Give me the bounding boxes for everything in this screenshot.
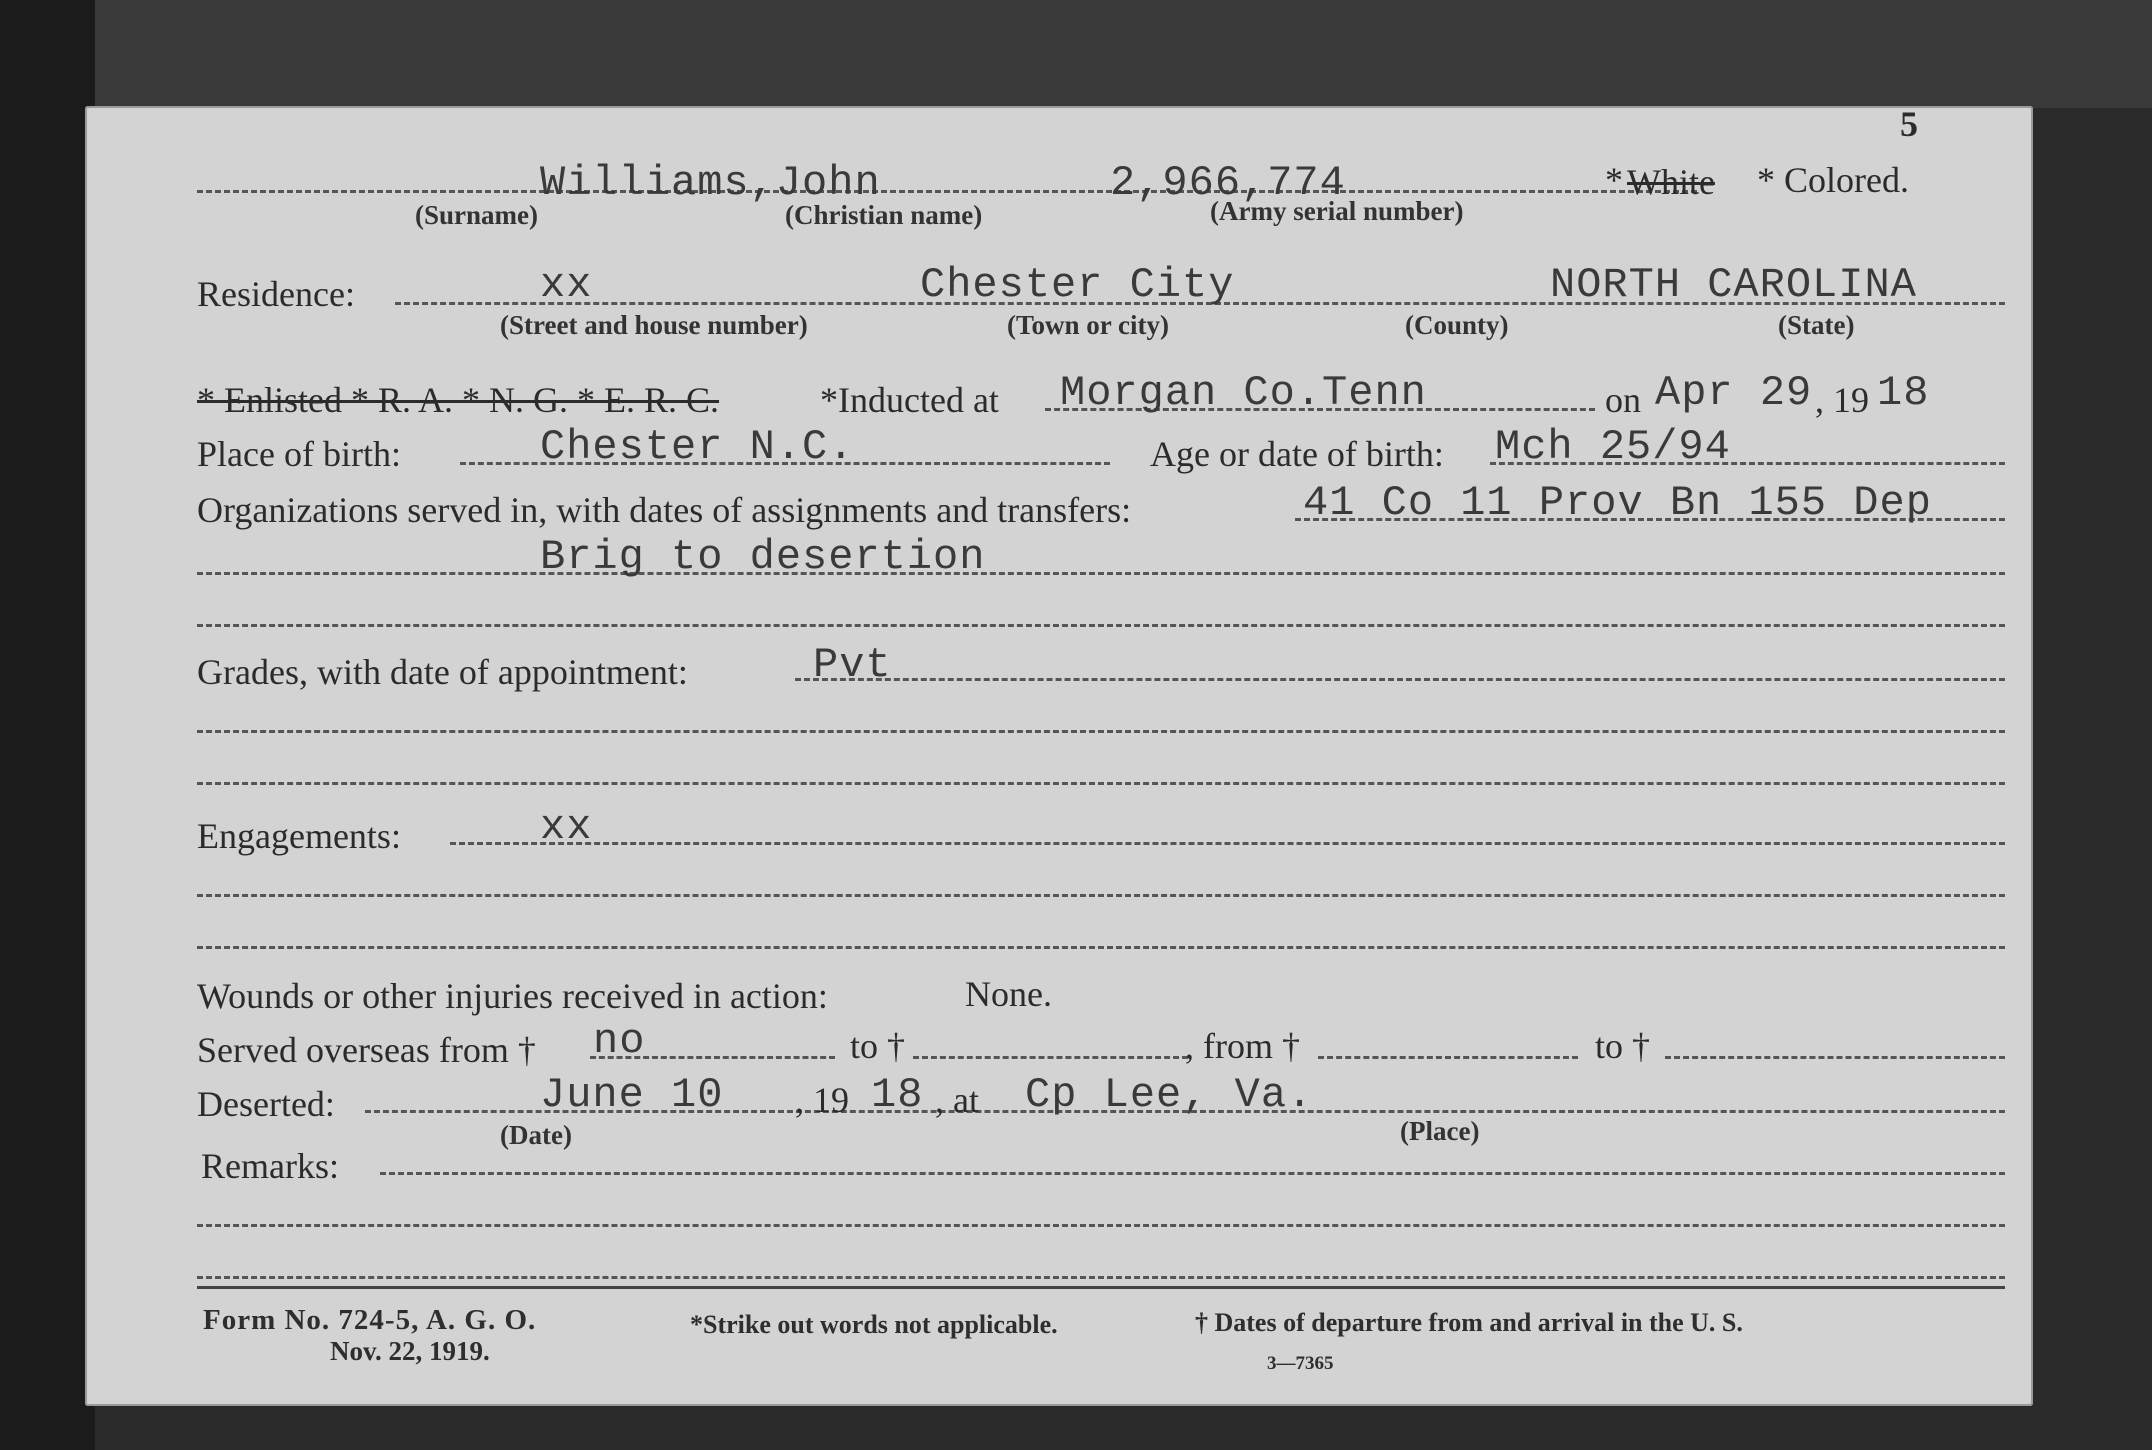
organizations-value-2: Brig to desertion <box>540 533 986 581</box>
surname-caption: (Surname) <box>415 200 538 230</box>
overseas-from2-line <box>1318 1056 1578 1059</box>
grades-label: Grades, with date of appointment: <box>197 652 688 692</box>
remarks-line-1 <box>380 1172 2005 1175</box>
page-number: 5 <box>1900 104 1918 144</box>
dates-note: † Dates of departure from and arrival in the U. S. <box>1195 1308 1743 1337</box>
form-number: Form No. 724-5, A. G. O. <box>203 1304 537 1336</box>
overseas-to-line <box>913 1056 1188 1059</box>
engagements-value: xx <box>540 803 593 851</box>
race-white-struck: White <box>1627 162 1715 202</box>
footer-rule <box>197 1286 2005 1289</box>
inducted-label: *Inducted at <box>820 380 999 420</box>
served-overseas-label: Served overseas from † <box>197 1030 536 1070</box>
race-star: * <box>1605 160 1623 200</box>
grades-value: Pvt <box>813 641 892 689</box>
deserted-year-prefix: , 19 <box>795 1080 849 1120</box>
county-caption: (County) <box>1405 310 1509 340</box>
overseas-to2-label: to † <box>1595 1026 1651 1066</box>
service-record-card <box>85 106 2033 1406</box>
town-caption: (Town or city) <box>1007 310 1169 340</box>
deserted-place-value: Cp Lee, Va. <box>1025 1071 1314 1119</box>
name-line <box>197 190 1697 193</box>
age-label: Age or date of birth: <box>1150 434 1444 474</box>
overseas-from-value: no <box>593 1017 646 1065</box>
engagements-label: Engagements: <box>197 816 401 856</box>
residence-state-value: NORTH CAROLINA <box>1550 261 1917 309</box>
grades-line-3 <box>197 782 2005 785</box>
christian-name-caption: (Christian name) <box>785 200 983 230</box>
remarks-label: Remarks: <box>201 1146 339 1186</box>
form-date: Nov. 22, 1919. <box>330 1336 490 1366</box>
organizations-line-3 <box>197 624 2005 627</box>
organizations-label: Organizations served in, with dates of assignments and transfers: <box>197 490 1132 530</box>
deserted-at-label: , at <box>935 1080 979 1120</box>
deserted-date-caption: (Date) <box>500 1120 572 1150</box>
overseas-to-label: to † <box>850 1026 906 1066</box>
deserted-label: Deserted: <box>197 1084 335 1124</box>
organizations-line-2 <box>197 572 2005 575</box>
serial-caption: (Army serial number) <box>1210 196 1464 226</box>
grades-line-1 <box>795 678 2005 681</box>
organizations-value-1: 41 Co 11 Prov Bn 155 Dep <box>1303 479 1932 527</box>
wounds-label: Wounds or other injuries received in action: <box>197 976 828 1016</box>
remarks-line-3 <box>197 1276 2005 1279</box>
deserted-place-caption: (Place) <box>1400 1116 1480 1146</box>
engagements-line-3 <box>197 946 2005 949</box>
wounds-value: None. <box>965 974 1052 1014</box>
deserted-date-value: June 10 <box>540 1071 724 1119</box>
street-caption: (Street and house number) <box>500 310 808 340</box>
residence-town-value: Chester City <box>920 261 1235 309</box>
enlisted-options-struck: * Enlisted * R. A. * N. G. * E. R. C. <box>197 380 720 420</box>
name-value: Williams,John <box>540 159 881 207</box>
remarks-line-2 <box>197 1224 2005 1227</box>
print-code: 3—7365 <box>1267 1353 1334 1374</box>
on-label: on <box>1605 380 1641 420</box>
place-of-birth-label: Place of birth: <box>197 434 401 474</box>
residence-label: Residence: <box>197 274 355 314</box>
dark-background-left <box>0 0 95 1450</box>
induction-date-value: Apr 29 <box>1655 369 1813 417</box>
dark-background-top <box>95 0 2152 108</box>
overseas-to2-line <box>1665 1056 2005 1059</box>
residence-street-value: xx <box>540 261 593 309</box>
inducted-value: Morgan Co.Tenn <box>1060 369 1427 417</box>
race-colored: * Colored. <box>1757 160 1909 200</box>
state-caption: (State) <box>1778 310 1855 340</box>
grades-line-2 <box>197 730 2005 733</box>
overseas-from2-label: , from † <box>1185 1026 1300 1066</box>
induction-year-value: 18 <box>1877 369 1930 417</box>
engagements-line-1 <box>450 842 2005 845</box>
age-value: Mch 25/94 <box>1495 423 1731 471</box>
serial-value: 2,966,774 <box>1110 159 1346 207</box>
place-of-birth-value: Chester N.C. <box>540 423 855 471</box>
engagements-line-2 <box>197 894 2005 897</box>
deserted-year-value: 18 <box>871 1071 924 1119</box>
induction-year-prefix: , 19 <box>1815 380 1869 420</box>
strike-out-note: *Strike out words not applicable. <box>690 1310 1058 1339</box>
